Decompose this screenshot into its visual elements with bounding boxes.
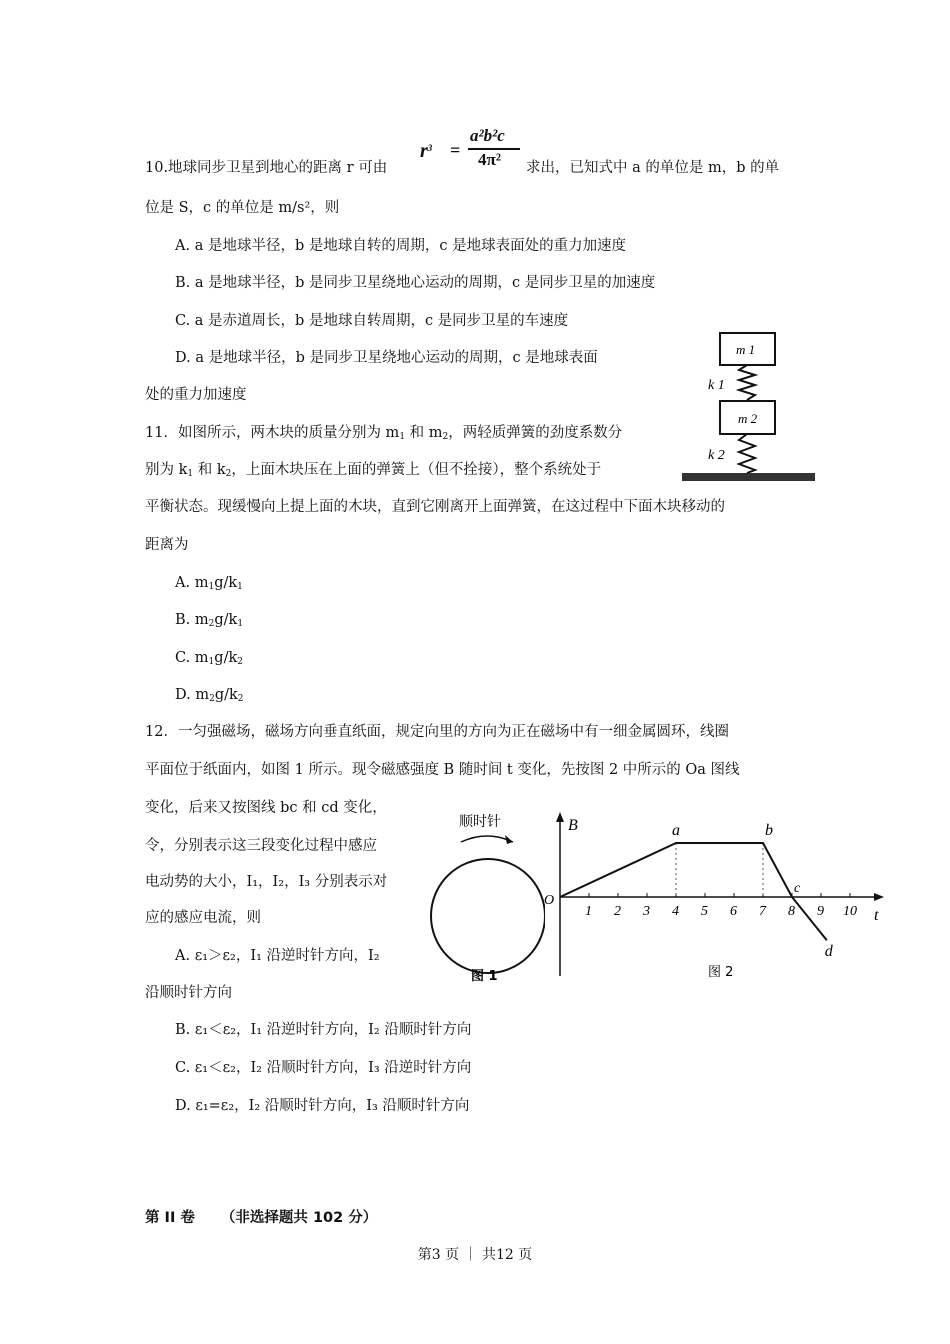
q11-option-a: A. $m_1g/k_1$ [175,575,243,592]
origin-label: O [544,893,555,908]
fig1-arrow-label: 顺时针 [459,814,501,830]
x-tick-label: 8 [788,904,795,919]
q10-option-c: C. a 是赤道周长，b 是地球自转周期，c 是同步卫星的车速度 [175,313,569,329]
point-c-label: c [794,881,801,896]
q12-stem-line3: 变化，后来又按图线 bc 和 cd 变化， [145,800,387,816]
q11-option-c: C. $m_1g/k_2$ [175,650,243,667]
y-axis-label: B [568,817,578,834]
spring-block-figure [680,325,820,485]
q11-stem-line4: 距离为 [145,537,189,553]
point-a-label: a [672,822,680,839]
spring-k2 [739,434,755,473]
formula-numerator: a²b²c [470,126,505,145]
q11-stem-line3: 平衡状态。现缓慢向上提上面的木块，直到它刚离开上面弹簧，在这过程中下面木块移动的 [145,499,725,515]
q10-formula [420,126,522,176]
x-axis-arrow [874,893,884,901]
figure-2-chart [538,808,890,990]
guide-lines [676,843,763,897]
block-m2-label: m 2 [738,411,758,426]
q12-option-b: B. ε₁＜ε₂，I₁ 沿逆时针方向，I₂ 沿顺时针方向 [175,1022,472,1038]
q12-option-c: C. ε₁＜ε₂，I₂ 沿顺时针方向，I₃ 沿逆时针方向 [175,1060,472,1076]
x-tick-label: 5 [701,904,708,919]
q10-option-d-cont: 处的重力加速度 [145,387,247,403]
x-tick-label: 4 [672,904,679,919]
section-title: 第 II 卷 （非选择题共 102 分） [145,1210,378,1226]
figure-1-ring [425,808,545,988]
x-tick-label: 7 [759,904,766,919]
q12-stem-line5: 电动势的大小，I₁，I₂，I₃ 分别表示对 [145,874,388,890]
block-m1-label: m 1 [736,342,756,357]
formula-equals: = [450,140,461,160]
y-axis-arrow [556,812,564,822]
q10-stem-end: 求出，已知式中 a 的单位是 m，b 的单 [526,160,780,176]
q12-stem-line2: 平面位于纸面内，如图 1 所示。现令磁感强度 B 随时间 t 变化，先按图 2 中所示的 Oa 图线 [145,762,740,778]
q12-option-d: D. ε₁=ε₂，I₂ 沿顺时针方向，I₃ 沿顺时针方向 [175,1098,470,1114]
b-t-curve [560,843,827,940]
point-b-label: b [765,822,773,839]
x-tick-label: 3 [643,904,650,919]
q10-option-d: D. a 是地球半径，b 是同步卫星绕地心运动的周期，c 是地球表面 [175,350,598,366]
q11-stem-line2: 别为 $k_1$ 和 $k_2$，上面木块压在上面的弹簧上（但不拴接），整个系统处于 [145,462,602,479]
x-axis-label: t [874,907,879,924]
fig1-caption: 图 1 [471,969,498,984]
q10-option-b: B. a 是地球半径，b 是同步卫星绕地心运动的周期，c 是同步卫星的加速度 [175,275,656,291]
q12-option-a: A. ε₁＞ε₂，I₁ 沿逆时针方向，I₂ [175,948,380,964]
q12-stem-line1: 12．一匀强磁场，磁场方向垂直纸面，规定向里的方向为正在磁场中有一细金属圆环，线圈 [145,724,729,740]
metal-ring [431,859,545,973]
x-tick-label: 10 [843,904,857,919]
formula-lhs: $r^3$ [420,140,433,162]
x-tick-label: 2 [614,904,621,919]
q11-stem-line1: 11．如图所示，两木块的质量分别为 $m_1$ 和 $m_2$，两轻质弹簧的劲度系数分 [145,425,623,442]
q11-option-b: B. $m_2g/k_1$ [175,612,244,629]
q10-option-a: A. a 是地球半径，b 是地球自转的周期，c 是地球表面处的重力加速度 [175,238,627,254]
x-tick-label: 6 [730,904,737,919]
q12-stem-line6: 应的感应电流，则 [145,910,261,926]
x-tick-label: 9 [817,904,824,919]
spring-k1 [739,365,755,400]
fig2-caption: 图 2 [708,965,734,980]
clockwise-arrow [461,836,513,842]
point-d-label: d [824,943,833,961]
q12-stem-line4: 令，分别表示这三段变化过程中感应 [145,838,377,854]
q12-option-a-cont: 沿顺时针方向 [145,985,232,1001]
formula-denominator: 4π² [478,150,501,169]
arrow-head [505,835,513,844]
page-footer: 第3 页 ｜ 共12 页 [417,1247,533,1263]
spring-k2-label: k 2 [708,448,725,463]
q10-stem-line2: 位是 S，c 的单位是 m/s²，则 [145,200,340,216]
q10-stem-start: 10.地球同步卫星到地心的距离 r 可由 [145,160,388,176]
spring-k1-label: k 1 [708,378,725,393]
x-tick-label: 1 [585,904,592,919]
ground [682,473,815,481]
q11-option-d: D. $m_2g/k_2$ [175,687,244,704]
